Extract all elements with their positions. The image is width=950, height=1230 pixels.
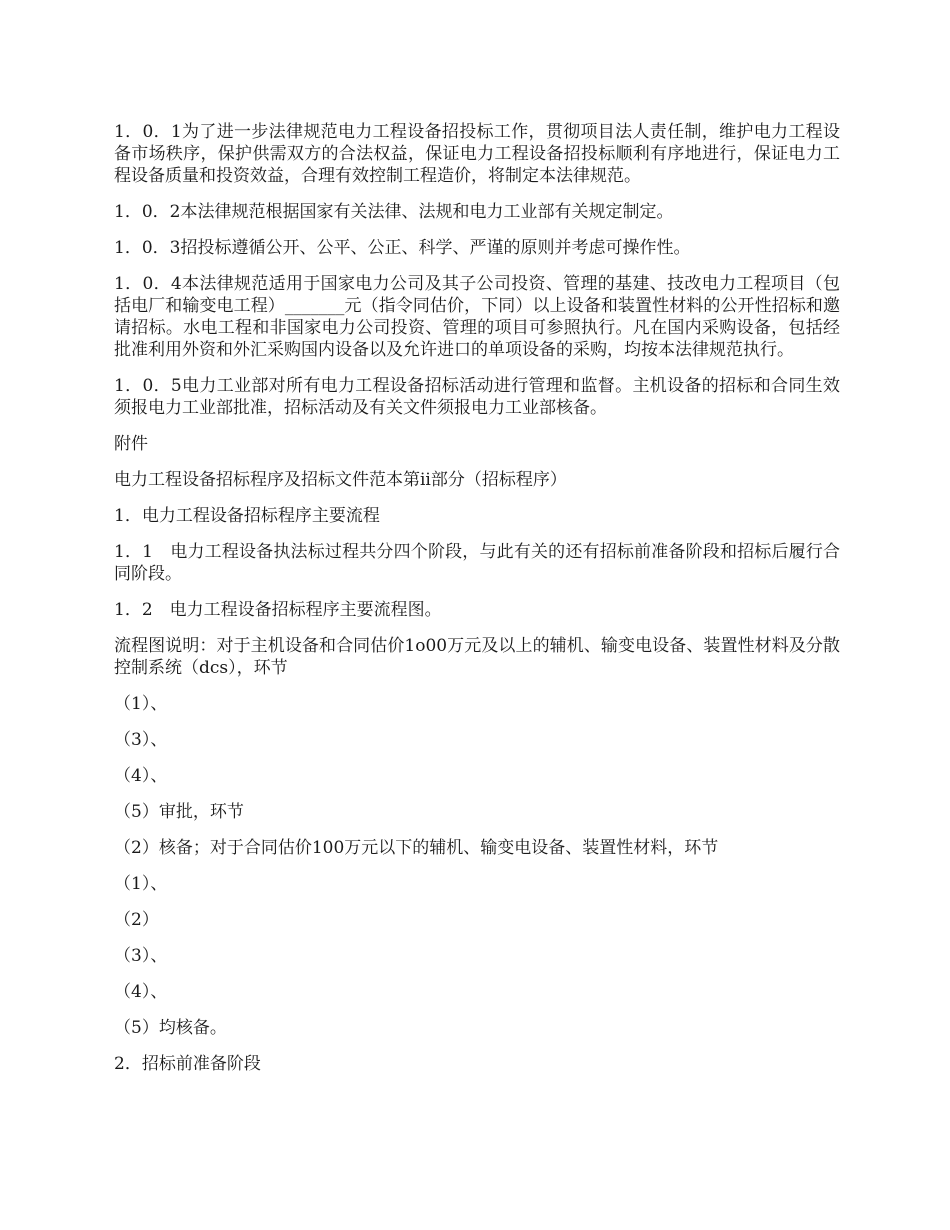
section-1-heading: 1．电力工程设备招标程序主要流程 [114, 506, 380, 526]
clause-1-2: 1．2 电力工程设备招标程序主要流程图。 [114, 600, 442, 620]
list-item: （1）、 [114, 694, 168, 714]
list-item: （3）、 [114, 730, 168, 750]
section-2-heading: 2．招标前准备阶段 [114, 1054, 261, 1074]
clause-1-0-5: 1．0．5电力工业部对所有电力工程设备招标活动进行管理和监督。主机设备的招标和合同生效须报电力工业部批准，招标活动及有关文件须报电力工业部核备。 [114, 376, 840, 418]
list-item: （5）均核备。 [114, 1018, 227, 1038]
list-item: （3）、 [114, 946, 168, 966]
list-item: （5）审批，环节 [114, 802, 244, 822]
clause-1-1: 1．1 电力工程设备执法标过程共分四个阶段，与此有关的还有招标前准备阶段和招标后履行合同阶段。 [114, 542, 840, 584]
clause-1-0-2: 1．0．2本法律规范根据国家有关法律、法规和电力工业部有关规定制定。 [114, 202, 674, 222]
list-item: （4）、 [114, 982, 168, 1002]
document-body [114, 121, 840, 1089]
flowchart-note: 流程图说明：对于主机设备和合同估价1o00万元及以上的辅机、输变电设备、装置性材料及分散控制系统（dcs），环节 [114, 636, 840, 678]
list-item: （2）核备；对于合同估价100万元以下的辅机、输变电设备、装置性材料，环节 [114, 838, 719, 858]
clause-1-0-1: 1．0．1为了进一步法律规范电力工程设备招投标工作，贯彻项目法人责任制，维护电力工程设备市场秩序，保护供需双方的合法权益，保证电力工程设备招投标顺利有序地进行，保证电力工程设备质量和投资效益，合理有效控制工程造价，将制定本法律规范。 [114, 122, 840, 186]
clause-1-0-3: 1．0．3招投标遵循公开、公平、公正、科学、严谨的原则并考虑可操作性。 [114, 238, 691, 258]
attachment-heading: 附件 [114, 434, 148, 454]
attachment-title: 电力工程设备招标程序及招标文件范本第ii部分（招标程序） [114, 470, 567, 490]
clause-1-0-4: 1．0．4本法律规范适用于国家电力公司及其子公司投资、管理的基建、技改电力工程项目（包括电厂和输变电工程）_______元（指令同估价，下同）以上设备和装置性材料的公开性招标和邀请招标。水电工程和非国家电力公司投资、管理的项目可参照执行。凡在国内采购设备，包括经批准利用外资和外汇采购国内设备以及允许进口的单项设备的采购，均按本法律规范执行。 [114, 274, 840, 360]
list-item: （2） [114, 910, 159, 930]
list-item: （1）、 [114, 874, 168, 894]
list-item: （4）、 [114, 766, 168, 786]
